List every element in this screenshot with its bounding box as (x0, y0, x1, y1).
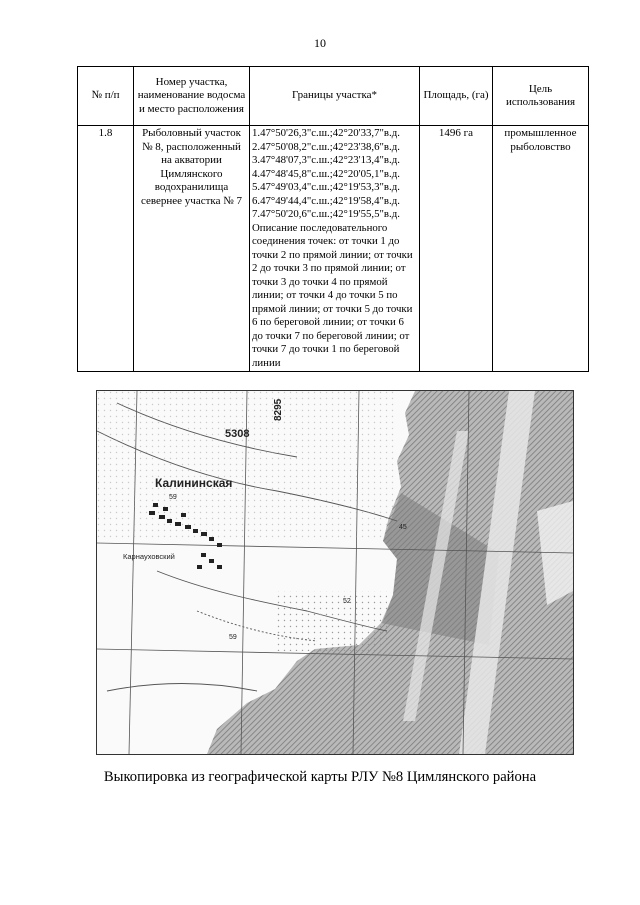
row-plot-name: Рыболовный участок № 8, расположенный на акватории Цимлянского водохранилища севернее участка № 7 (134, 126, 250, 372)
boundary-point-1: 1.47°50'26,3"с.ш.;42°20'33,7"в.д. (252, 127, 400, 139)
fishing-plot-table (77, 66, 589, 372)
header-area: Площадь, (га) (420, 67, 493, 126)
header-boundaries: Границы участка* (250, 67, 420, 126)
row-purpose: промышленное рыболовство (493, 126, 589, 372)
shore-contours (277, 591, 387, 651)
row-area: 1496 га (420, 126, 493, 372)
map-caption: Выкопировка из географической карты РЛУ №8 Цимлянского района (103, 769, 537, 785)
row-boundaries (250, 126, 420, 372)
map-label-height-a: 59 (169, 494, 177, 501)
map-label-kalininskaya: Калининская (155, 476, 233, 490)
header-purpose: Цель использования (493, 67, 589, 126)
header-number: № п/п (78, 67, 134, 126)
boundary-point-4: 4.47°48'45,8"с.ш.;42°20'05,1"в.д. (252, 167, 400, 180)
header-plot-name: Номер участка, наименование водосма и место расположения (134, 67, 250, 126)
table-row (78, 126, 589, 372)
map-label-height-d: 59 (229, 634, 237, 641)
map-label-karnaukhovsky: Карнауховский (123, 552, 175, 561)
map-label-grid-a: 5308 (225, 428, 250, 440)
boundary-point-3: 3.47°48'07,3"с.ш.;42°23'13,4"в.д. (252, 154, 400, 166)
land-texture (97, 391, 397, 541)
fishing-plot-table-wrap (77, 66, 588, 372)
map-label-grid-b: 8295 (273, 398, 284, 421)
boundary-description: Описание последовательного соединения точек: от точки 1 до точки 2 по прямой линии; от точки 2 до точки 3 по прямой линии; от точки 3 до точки 4 по прямой линии; от точки 4 до точки 5 по прямой линии; от точки 5 до точки 6 по береговой линии; от точки 6 до точки 7 по береговой линии; от точки 7 до точки 1 по береговой линии (252, 221, 413, 369)
map-label-height-b: 45 (399, 524, 407, 531)
map-label-height-c: 52 (343, 598, 351, 605)
map-graphic (97, 391, 573, 754)
boundary-point-5: 5.47°49'03,4"с.ш.;42°19'53,3"в.д. (252, 181, 400, 193)
table-header-row (78, 67, 589, 126)
row-number: 1.8 (78, 126, 134, 372)
page-number: 10 (314, 36, 326, 50)
boundary-point-7: 7.47°50'20,6"с.ш.;42°19'55,5"в.д. (252, 208, 400, 220)
boundary-point-6: 6.47°49'44,4"с.ш.;42°19'58,4"в.д. (252, 194, 400, 207)
map-excerpt (96, 390, 574, 755)
boundary-point-2: 2.47°50'08,2"с.ш.;42°23'38,6"в.д. (252, 140, 400, 153)
